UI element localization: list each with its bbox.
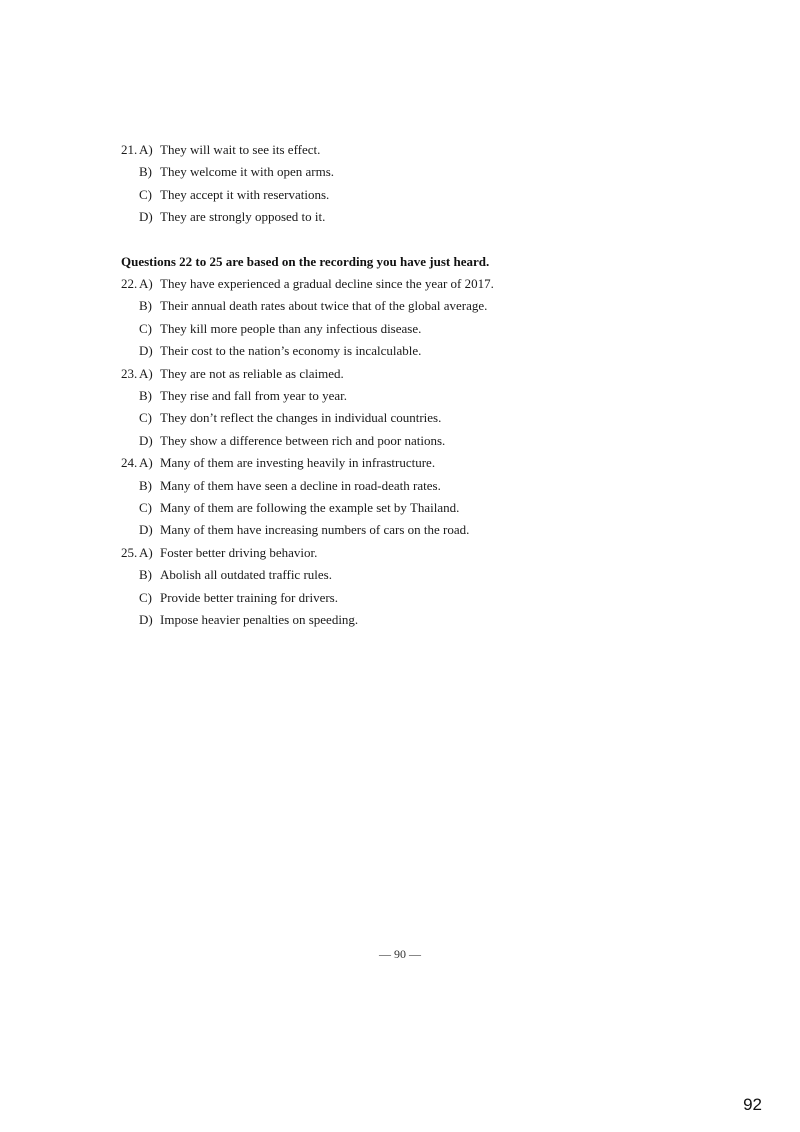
option-text: They show a difference between rich and poor nations.	[160, 433, 446, 448]
option-letter: C)	[139, 410, 152, 425]
question-number: 25.	[121, 545, 138, 560]
option-letter: C)	[139, 500, 152, 515]
question-21-option-b	[139, 164, 334, 180]
option-text: Many of them have seen a decline in road-death rates.	[160, 478, 441, 493]
question-25-option-b	[139, 567, 332, 583]
footer-page-label: — 90 —	[379, 947, 421, 961]
question-22-option-a	[121, 276, 494, 292]
option-letter: D)	[139, 612, 153, 627]
question-24-option-c	[139, 500, 459, 516]
question-23-option-a	[121, 366, 344, 382]
option-letter: C)	[139, 187, 152, 202]
page-number: 92	[743, 1095, 762, 1114]
question-22-option-b	[139, 298, 487, 314]
option-letter: D)	[139, 522, 153, 537]
question-22-option-d	[139, 343, 421, 359]
option-letter: A)	[139, 545, 153, 560]
question-24-option-a	[121, 455, 435, 471]
option-letter: B)	[139, 298, 152, 313]
option-text: They welcome it with open arms.	[160, 164, 335, 179]
option-text: They are strongly opposed to it.	[160, 209, 326, 224]
question-23-option-b	[139, 388, 347, 404]
option-letter: B)	[139, 388, 152, 403]
option-text: They accept it with reservations.	[160, 187, 330, 202]
option-letter: A)	[139, 142, 153, 157]
question-25-option-a	[121, 545, 317, 561]
question-25-option-d	[139, 612, 358, 628]
question-number: 23.	[121, 366, 138, 381]
option-text: Many of them are investing heavily in infrastructure.	[160, 455, 436, 470]
option-letter: C)	[139, 590, 152, 605]
option-text: Their cost to the nation’s economy is incalculable.	[160, 343, 422, 358]
option-text: Provide better training for drivers.	[160, 590, 338, 605]
option-text: Impose heavier penalties on speeding.	[160, 612, 359, 627]
question-25-option-c	[139, 590, 338, 606]
option-text: Abolish all outdated traffic rules.	[160, 567, 332, 582]
option-letter: D)	[139, 209, 153, 224]
question-number: 21.	[121, 142, 138, 157]
option-text: They will wait to see its effect.	[160, 142, 321, 157]
option-letter: B)	[139, 567, 152, 582]
question-number: 24.	[121, 455, 138, 470]
question-23-option-c	[139, 410, 441, 426]
question-24-option-b	[139, 478, 441, 494]
question-21-option-d	[139, 209, 325, 225]
section-heading: Questions 22 to 25 are based on the recording you have just heard.	[121, 254, 490, 269]
option-text: Many of them have increasing numbers of cars on the road.	[160, 522, 470, 537]
question-number: 22.	[121, 276, 138, 291]
question-22-option-c	[139, 321, 421, 337]
option-letter: A)	[139, 276, 153, 291]
question-23-option-d	[139, 433, 445, 449]
question-21-option-a	[121, 142, 320, 158]
option-text: They rise and fall from year to year.	[160, 388, 347, 403]
question-24-option-d	[139, 522, 469, 538]
option-text: They are not as reliable as claimed.	[160, 366, 344, 381]
option-letter: B)	[139, 164, 152, 179]
question-21-option-c	[139, 187, 329, 203]
option-text: They kill more people than any infectious disease.	[160, 321, 422, 336]
option-letter: B)	[139, 478, 152, 493]
option-letter: A)	[139, 455, 153, 470]
option-letter: D)	[139, 433, 153, 448]
option-text: They have experienced a gradual decline since the year of 2017.	[160, 276, 494, 291]
option-text: They don’t reflect the changes in individual countries.	[160, 410, 442, 425]
option-letter: C)	[139, 321, 152, 336]
option-text: Their annual death rates about twice that of the global average.	[160, 298, 488, 313]
option-text: Foster better driving behavior.	[160, 545, 318, 560]
option-letter: D)	[139, 343, 153, 358]
option-text: Many of them are following the example set by Thailand.	[160, 500, 460, 515]
option-letter: A)	[139, 366, 153, 381]
